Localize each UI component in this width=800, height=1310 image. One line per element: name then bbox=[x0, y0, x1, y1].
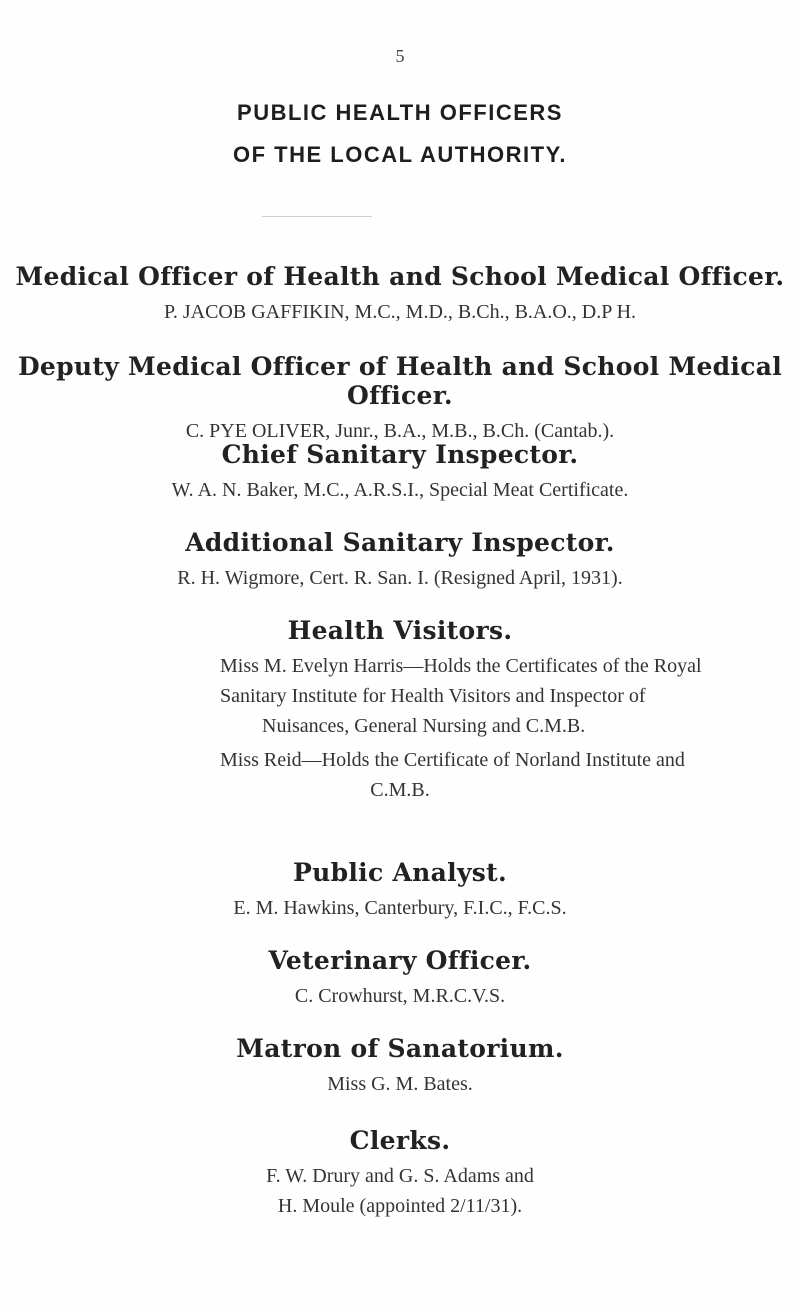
page-title-line-2: OF THE LOCAL AUTHORITY. bbox=[233, 142, 567, 167]
section-heading: Public Analyst. bbox=[293, 858, 507, 887]
paragraph-line: C.M.B. bbox=[370, 779, 430, 801]
section-line: F. W. Drury and G. S. Adams and bbox=[266, 1165, 534, 1187]
section-chief-sanitary-inspector bbox=[0, 440, 800, 505]
section-veterinary-officer bbox=[0, 946, 800, 1011]
section-health-visitors bbox=[0, 616, 800, 805]
section-line: W. A. N. Baker, M.C., A.R.S.I., Special Meat Certificate. bbox=[171, 479, 629, 501]
page-number: 5 bbox=[395, 46, 405, 66]
paragraph-reid bbox=[0, 745, 800, 805]
page-title-line-1: PUBLIC HEALTH OFFICERS bbox=[237, 100, 563, 125]
section-heading: Clerks. bbox=[349, 1126, 451, 1155]
paragraph-line: Sanitary Institute for Health Visitors and Inspector of bbox=[220, 685, 646, 707]
divider-rule bbox=[262, 216, 372, 217]
section-line: C. Crowhurst, M.R.C.V.S. bbox=[294, 985, 506, 1007]
section-heading: Chief Sanitary Inspector. bbox=[221, 440, 579, 469]
section-deputy-medical-officer bbox=[0, 352, 800, 446]
section-heading: Health Visitors. bbox=[287, 616, 513, 645]
section-clerks bbox=[0, 1126, 800, 1221]
section-line: C. PYE OLIVER, Junr., B.A., M.B., B.Ch. (Cantab.). bbox=[185, 420, 615, 442]
section-heading: Additional Sanitary Inspector. bbox=[185, 528, 615, 557]
section-public-analyst bbox=[0, 858, 800, 923]
section-line: Miss G. M. Bates. bbox=[327, 1073, 473, 1095]
paragraph-line: Miss M. Evelyn Harris—Holds the Certificates of the Royal bbox=[220, 655, 702, 677]
section-additional-sanitary-inspector bbox=[0, 528, 800, 593]
paragraph-line: Miss Reid—Holds the Certificate of Norland Institute and bbox=[220, 749, 685, 771]
paragraph-harris bbox=[0, 651, 800, 741]
paragraph-line: Nuisances, General Nursing and C.M.B. bbox=[262, 715, 586, 737]
section-heading: Veterinary Officer. bbox=[268, 946, 532, 975]
section-matron bbox=[0, 1034, 800, 1099]
section-heading: Medical Officer of Health and School Medical Officer. bbox=[15, 262, 785, 291]
section-line: E. M. Hawkins, Canterbury, F.I.C., F.C.S. bbox=[233, 897, 567, 919]
section-line: R. H. Wigmore, Cert. R. San. I. (Resigned April, 1931). bbox=[177, 567, 623, 589]
section-line: H. Moule (appointed 2/11/31). bbox=[277, 1195, 523, 1217]
section-line: P. JACOB GAFFIKIN, M.C., M.D., B.Ch., B.A.O., D.P H. bbox=[163, 301, 637, 323]
section-medical-officer bbox=[0, 262, 800, 327]
section-heading: Matron of Sanatorium. bbox=[236, 1034, 564, 1063]
section-heading: Deputy Medical Officer of Health and School Medical Officer. bbox=[17, 352, 783, 410]
